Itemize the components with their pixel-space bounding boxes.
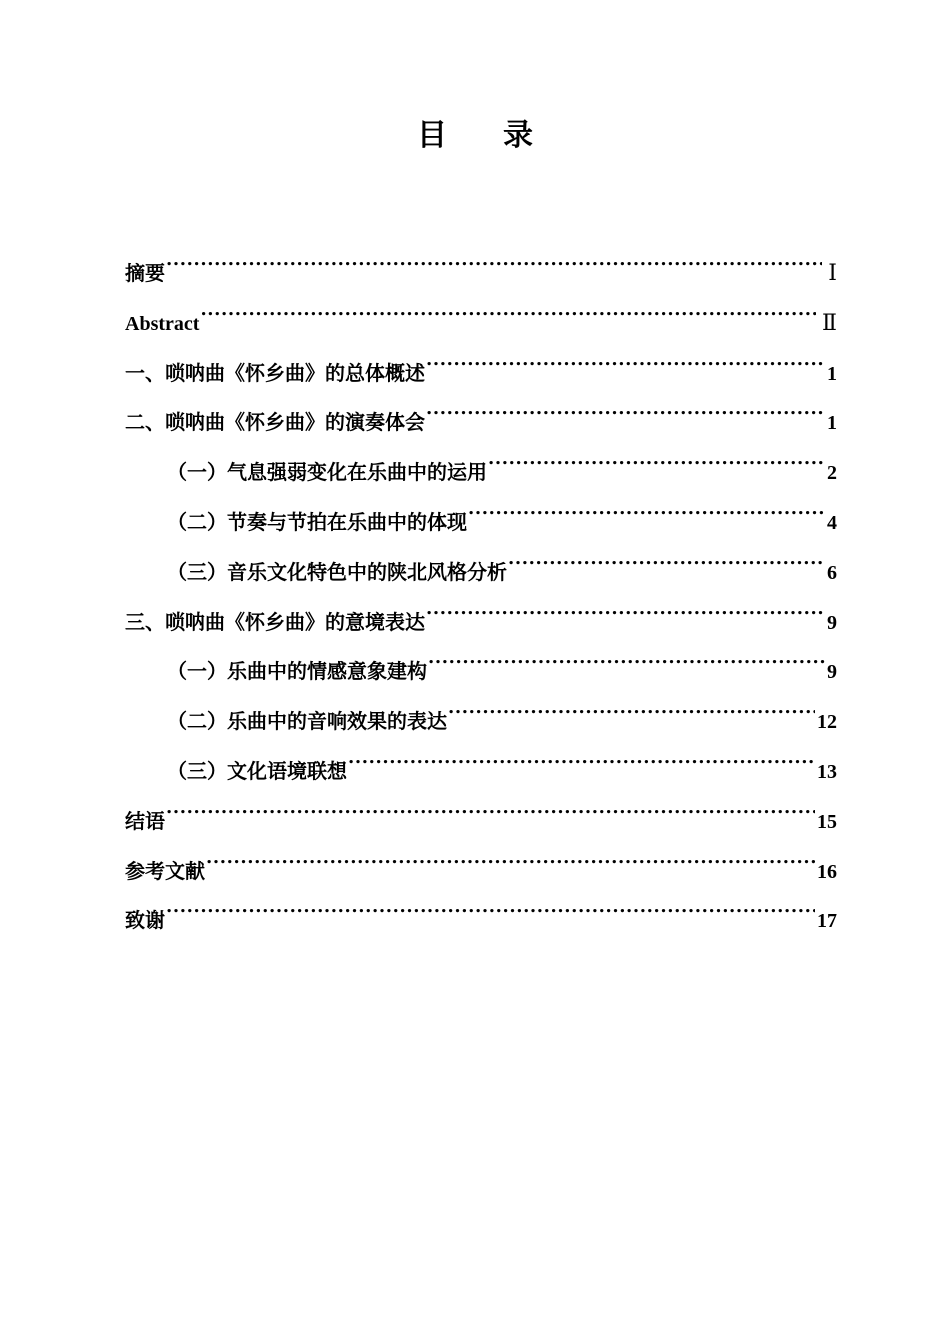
- toc-entry-page: 2: [827, 462, 837, 485]
- toc-title-part1: 目: [417, 118, 447, 153]
- toc-entry-conclusion[interactable]: [125, 788, 837, 838]
- toc-dot-leader: [426, 589, 825, 629]
- toc-dot-leader: [206, 838, 815, 878]
- toc-entry-label: （二）节奏与节拍在乐曲中的体现: [167, 509, 467, 534]
- toc-entry-page: Ⅰ: [828, 260, 837, 285]
- toc-entry-section-2-1[interactable]: [125, 439, 837, 489]
- toc-entry-page: 9: [827, 611, 837, 634]
- toc-entry-page: 17: [817, 910, 837, 933]
- toc-entry-page: 12: [817, 711, 837, 734]
- toc-entry-label: （一）气息强弱变化在乐曲中的运用: [167, 460, 487, 485]
- toc-entry-label: 致谢: [125, 908, 165, 933]
- toc-entry-section-3-1[interactable]: [125, 638, 837, 688]
- toc-entry-label: 结语: [125, 808, 165, 833]
- toc-dot-leader: [468, 489, 825, 529]
- toc-entry-label: 三、唢呐曲《怀乡曲》的意境表达: [125, 609, 425, 634]
- toc-dot-leader: [448, 688, 815, 728]
- toc-entry-page: 6: [827, 561, 837, 584]
- toc-entry-label: Abstract: [125, 312, 200, 335]
- toc-dot-leader: [200, 290, 816, 330]
- toc-list: [125, 240, 837, 937]
- toc-dot-leader: [426, 389, 825, 429]
- toc-entry-label: 二、唢呐曲《怀乡曲》的演奏体会: [125, 410, 425, 435]
- toc-entry-page: 4: [827, 511, 837, 534]
- toc-entry-section-2-3[interactable]: [125, 539, 837, 589]
- toc-dot-leader: [426, 340, 825, 380]
- toc-entry-chapter-3[interactable]: [125, 589, 837, 639]
- toc-entry-chapter-2[interactable]: [125, 389, 837, 439]
- toc-entry-page: 1: [827, 412, 837, 435]
- toc-entry-label: 摘要: [125, 261, 165, 285]
- toc-dot-leader: [166, 788, 815, 828]
- toc-entry-page: 13: [817, 760, 837, 783]
- toc-entry-abstract-cn[interactable]: [125, 240, 837, 290]
- toc-entry-label: （三）文化语境联想: [167, 758, 347, 783]
- toc-entry-section-3-2[interactable]: [125, 688, 837, 738]
- toc-entry-label: 一、唢呐曲《怀乡曲》的总体概述: [125, 360, 425, 385]
- toc-dot-leader: [166, 887, 815, 927]
- toc-entry-chapter-1[interactable]: [125, 340, 837, 390]
- toc-entry-page: 15: [817, 810, 837, 833]
- toc-dot-leader: [508, 539, 825, 579]
- toc-entry-page: 9: [827, 661, 837, 684]
- toc-dot-leader: [166, 240, 822, 280]
- toc-entry-page: 16: [817, 860, 837, 883]
- toc-entry-abstract-en[interactable]: [125, 290, 837, 340]
- toc-entry-section-2-2[interactable]: [125, 489, 837, 539]
- toc-entry-section-3-3[interactable]: [125, 738, 837, 788]
- toc-entry-acknowledgements[interactable]: [125, 887, 837, 937]
- toc-entry-label: （二）乐曲中的音响效果的表达: [167, 709, 447, 734]
- toc-dot-leader: [428, 638, 825, 678]
- toc-entry-label: （三）音乐文化特色中的陕北风格分析: [167, 559, 507, 584]
- toc-entry-references[interactable]: [125, 838, 837, 888]
- toc-dot-leader: [488, 439, 825, 479]
- toc-title-part2: 录: [503, 118, 533, 153]
- toc-entry-label: 参考文献: [125, 858, 205, 883]
- toc-dot-leader: [348, 738, 815, 778]
- toc-entry-page: 1: [827, 362, 837, 385]
- toc-title: [0, 110, 950, 154]
- toc-entry-label: （一）乐曲中的情感意象建构: [167, 659, 427, 684]
- toc-entry-page: Ⅱ: [822, 309, 837, 335]
